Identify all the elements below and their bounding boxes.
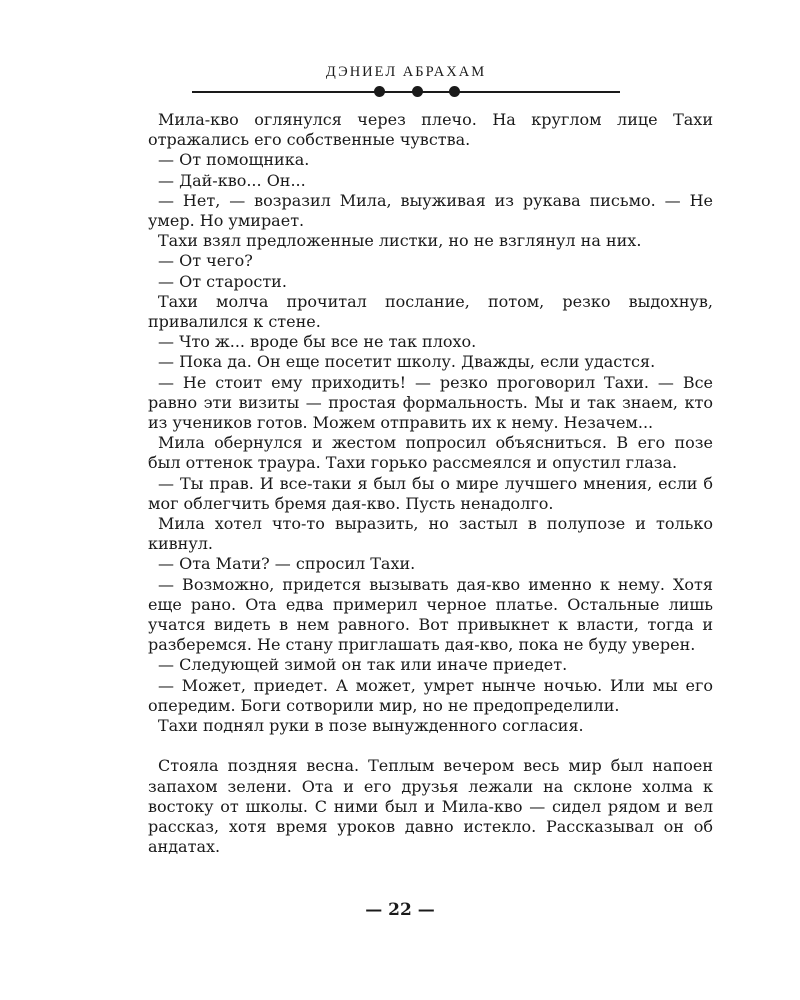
paragraph: — Дай-кво... Он... [158,170,306,190]
header-rule [192,91,620,93]
author-name: ДЭНИЕЛ АБРАХАМ [325,64,487,80]
paragraph: Мила обернулся и жестом попросил объясниться. В его позе был оттенок траура. Тахи горько рассмеялся и опустил глаза. [148,433,713,473]
paragraph: — Может, приедет. А может, умрет нынче ночью. Или мы его опередим. Боги сотворили мир, но не предопределили. [148,675,713,715]
paragraph: Тахи взял предложенные листки, но не взглянул на них. [158,231,642,251]
paragraph: — От старости. [158,271,287,291]
paragraph: — От помощника. [158,150,310,170]
ornament-dot [449,86,460,97]
page-body [148,110,713,857]
paragraph: Мила-кво оглянулся через плечо. На круглом лице Тахи отражались его собственные чувства. [148,110,713,150]
ornament-dot [374,86,385,97]
paragraph: — Ты прав. И все-таки я был бы о мире лучшего мнения, если б мог облегчить бремя дая-кво. Пусть ненадолго. [148,473,713,513]
paragraph: — От чего? [158,251,253,271]
paragraph: Тахи молча прочитал послание, потом, резко выдохнув, привалился к стене. [148,291,713,332]
page-number: — 22 — [365,900,435,920]
paragraph: — Следующей зимой он так или иначе приедет. [158,655,568,675]
running-header [192,64,620,81]
paragraph: — Что ж... вроде бы все не так плохо. [158,332,477,352]
paragraph: — Ота Мати? — спросил Тахи. [158,554,416,574]
ornament-dot [412,86,423,97]
paragraph: Тахи поднял руки в позе вынужденного согласия. [158,716,584,736]
paragraph: — Не стоит ему приходить! — резко проговорил Тахи. — Все равно эти визиты — простая формальность. Мы и так знаем, кто из учеников готов. Можем отправить их к нему. Незачем... [148,372,713,433]
paragraph: — Нет, — возразил Мила, выуживая из рукава письмо. — Не умер. Но умирает. [148,190,713,231]
paragraph: — Возможно, придется вызывать дая-кво именно к нему. Хотя еще рано. Ота едва примерил черное платье. Остальные лишь учатся видеть в нем равного. Вот привыкнет к власти, тогда и разберемся. Не стану приглашать дая-кво, пока не буду уверен. [148,574,713,655]
paragraph: Мила хотел что-то выразить, но застыл в полупозе и только кивнул. [148,514,713,554]
paragraph: — Пока да. Он еще посетит школу. Дважды, если удастся. [158,352,656,372]
paragraph: Стояла поздняя весна. Теплым вечером весь мир был напоен запахом зелени. Ота и его друзья лежали на склоне холма к востоку от школы. С ними был и Мила-кво — сидел рядом и вел рассказ, хотя время уроков давно истекло. Рассказывал он об андатах. [148,756,713,857]
